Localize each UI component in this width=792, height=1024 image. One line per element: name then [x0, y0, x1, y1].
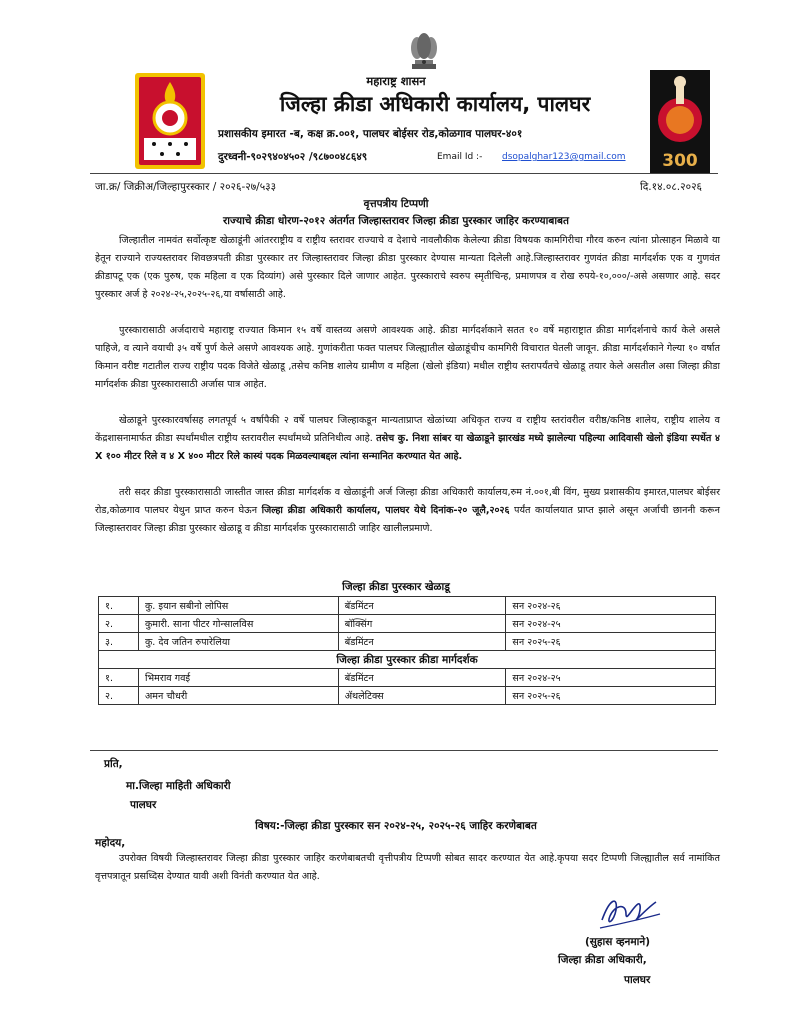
letter-body — [95, 850, 720, 886]
paragraph-1-text: जिल्हातील नामवंत सर्वोत्कृष्ट खेळाडूंनी आंतरराष्ट्रीय व राष्ट्रीय स्तरावर राज्याचे व देशाचे नावलौकीक केलेल्या क्रीडा विषयक कामगिरीचा गौरव करुन त्यांना प्रोत्साहन मिळावे या हेतून राज्याने राज्यस्तरावर शिवछत्रपती क्रीडा पुरस्कार तर जिल्हास्तरावर जिल्हा क्रीडा पुरस्कार देण्यास मान्यता दिलेली आहे.जिल्हास्तरावर गुणवंत क्रीडा मार्गदर्शक एक व गुणवंत क्रीडापटू एक (एक पुरुष, एक महिला व एक दिव्यांग) असे पुरस्कार दिले जाणार आहेत. पुरस्काराचे स्वरुप स्मृतीचिन्ह, प्रमाणपत्र व रोख रुपये-१०,०००/-असे असणार आहे. सदर पुरस्कार अर्ज हे २०२४-२५,२०२५-२६,या वर्षासाठी आहे. — [95, 235, 720, 300]
paragraph-4-text-b: पर्यंत कार्यालयात प्राप्त झाले असून अर्जाची छाननी करून जिल्हास्तरावर जिल्हा क्रीडा पुरस्कार खेळाडू व क्रीडा मार्गदर्शक पुरस्कारासाठी जाहिर खालीलप्रमाणे. — [95, 505, 720, 534]
table-cell-name: भिमराव गवई — [138, 669, 338, 687]
paragraph-3 — [95, 412, 720, 466]
table-cell-year: सन २०२४-२५ — [506, 615, 716, 633]
office-phone: दुरध्वनी-९०२९४०४५०२ /९८७००४८६४९ — [218, 151, 368, 163]
paragraph-1 — [95, 232, 720, 304]
office-address: प्रशासकीय इमारत -ब, कक्ष क्र.००१, पालघर बोईसर रोड,कोळगाव पालघर-४०१ — [218, 128, 523, 140]
table-row — [99, 687, 716, 705]
letter-subject: विषय:-जिल्हा क्रीडा पुरस्कार सन २०२४-२५, २०२५-२६ जाहिर करणेबाबत — [255, 820, 537, 832]
paragraph-4-highlight: जिल्हा क्रीडा अधिकारी कार्यालय, पालघर येथे दिनांक-२० जूलै,२०२६ — [261, 505, 510, 516]
table-cell-year: सन २०२५-२६ — [506, 633, 716, 651]
table-cell-name: कुमारी. साना पीटर गोन्सालविस — [138, 615, 338, 633]
table-row — [99, 597, 716, 615]
table-cell-name: कु. देव जतिन रुपारेलिया — [138, 633, 338, 651]
table-row — [99, 633, 716, 651]
table-cell-sr: ३. — [99, 633, 139, 651]
table-cell-sport: ॲथलेटिक्स — [338, 687, 506, 705]
table-row — [99, 669, 716, 687]
awards-table — [98, 596, 716, 705]
table-cell-year: सन २०२४-२६ — [506, 597, 716, 615]
note-title: वृत्तपत्रीय टिप्पणी — [363, 198, 429, 210]
table-cell-sr: १. — [99, 597, 139, 615]
note-subject: राज्याचे क्रीडा धोरण-२०१२ अंतर्गत जिल्हास्तरावर जिल्हा क्रीडा पुरस्कार जाहिर करण्याबाबत — [222, 215, 570, 227]
email-link[interactable]: dsopalghar123@gmail.com — [502, 152, 626, 162]
paragraph-4 — [95, 484, 720, 538]
signatory-place: पालघर — [624, 974, 651, 986]
anniversary-logo-number: 300 — [662, 151, 698, 171]
national-emblem-icon — [406, 30, 442, 72]
coaches-table-title: जिल्हा क्रीडा पुरस्कार क्रीडा मार्गदर्शक — [99, 651, 716, 669]
table-cell-sr: २. — [99, 687, 139, 705]
table-cell-sport: बॉक्सिंग — [338, 615, 506, 633]
table-cell-year: सन २०२४-२५ — [506, 669, 716, 687]
reference-number: जा.क्र/ जिक्रीअ/जिल्हापुरस्कार / २०२६-२७/५३३ — [95, 181, 277, 193]
section-divider — [90, 750, 718, 751]
header-divider — [90, 173, 718, 174]
email-label: Email Id :- — [437, 152, 483, 162]
paragraph-3-text: खेळाडूने पुरस्कारवर्षासह लगतपूर्व ५ वर्षापैकी २ वर्षे पालघर जिल्हाकडून मान्यताप्राप्त खेळांच्या अधिकृत राज्य व राष्ट्रीय स्तरांवरील वरीष्ठ/कनिष्ठ शालेय, राष्ट्रीय शालेय व केंद्रशासनामार्फत क्रीडा स्पर्धांमधील राष्ट्रीय स्तरावरील स्पर्धांमध्ये प्रतिनिधीत्व आहे. — [95, 415, 720, 444]
table-cell-sr: १. — [99, 669, 139, 687]
reference-date: दि.१४.०८.२०२६ — [640, 181, 702, 193]
office-title: जिल्हा क्रीडा अधिकारी कार्यालय, पालघर — [279, 92, 591, 116]
table-subheader-row — [99, 651, 716, 669]
government-name: महाराष्ट्र शासन — [366, 74, 426, 88]
players-table-title: जिल्हा क्रीडा पुरस्कार खेळाडू — [342, 581, 450, 593]
paragraph-4-text-a: तरी सदर क्रीडा पुरस्कारासाठी जास्तीत जास्त क्रीडा मार्गदर्शक व खेळाडूंनी अर्ज जिल्हा क्रीडा अधिकारी कार्यालय,रुम नं.००१,बी विंग, मुख्य प्रशासकीय इमारत,पालघर बोईसर रोड,कोळगाव पालघर येथुन प्राप्त करुन घेऊन — [95, 487, 720, 516]
signature-image — [596, 890, 664, 934]
recipient-label: प्रति, — [104, 758, 123, 770]
paragraph-3-highlight: तसेच कु. निशा सांबर या खेळाडूने झारखंड मध्ये झालेल्या पहिल्या आदिवासी खेलो इंडिया स्पर्धेत ४ X १०० मीटर रिले व ४ X ४०० मीटर रिले कास्यं पदक मिळवल्याबद्दल त्यांना सन्मानित करण्यात येत आहे. — [95, 433, 720, 462]
letter-body-text: उपरोक्त विषयी जिल्हास्तरावर जिल्हा क्रीडा पुरस्कार जाहिर करणेबाबतची वृत्तीपत्रीय टिप्पणी सोबत सादर करण्यात येत आहे.कृपया सदर टिप्पणी जिल्ह्यातील सर्व नामांकित वृत्तपत्रातून प्रसध्दिस देण्यात यावी अशी विनंती करण्यात येत आहे. — [95, 853, 720, 882]
table-cell-sr: २. — [99, 615, 139, 633]
paragraph-2 — [95, 322, 720, 394]
table-cell-sport: बॅडमिंटन — [338, 633, 506, 651]
recipient-place: पालघर — [130, 799, 157, 811]
table-cell-name: अमन चौधरी — [138, 687, 338, 705]
table-cell-sport: बॅडमिंटन — [338, 669, 506, 687]
table-row — [99, 615, 716, 633]
table-cell-name: कु. इयान सबीनो लोपिस — [138, 597, 338, 615]
salutation: महोदय, — [95, 837, 126, 849]
signatory-name: (सुहास व्हनमाने) — [585, 936, 651, 948]
recipient-officer: मा.जिल्हा माहिती अधिकारी — [126, 780, 231, 792]
paragraph-2-text: पुरस्कारासाठी अर्जदाराचे महाराष्ट्र राज्यात किमान १५ वर्षे वास्तव्य असणे आवश्यक आहे. क्रीडा मार्गदर्शकाने सतत १० वर्षे महाराष्ट्रात क्रीडा मार्गदर्शनाचे कार्य केले असले पाहिजे, व त्याने वयाची ३५ वर्षे पुर्ण केले असणे आवश्यक आहे. गुणांकरीता फक्त पालघर जिल्ह्यातील खेळाडूंचीच कामगिरी विचारात घेतली जावून. क्रीडा मार्गदर्शकाने गेल्या १० वर्षात किमान वरीष्ट गटातील राज्य राष्ट्रीय पदक विजेते खेळाडू ,तसेच कनिष्ठ शालेय ग्रामीण व महिला (खेलो इंडिया) मधील राष्ट्रीय स्तरापर्यंतचे खेळाडू तयार केले असतील असा जिल्हा क्रीडा मार्गदर्शक क्रीडा पुरस्कारासाठी अर्जास पात्र आहेत. — [95, 325, 720, 390]
signatory-designation: जिल्हा क्रीडा अधिकारी, — [558, 954, 647, 966]
table-cell-sport: बॅडमिंटन — [338, 597, 506, 615]
table-cell-year: सन २०२५-२६ — [506, 687, 716, 705]
